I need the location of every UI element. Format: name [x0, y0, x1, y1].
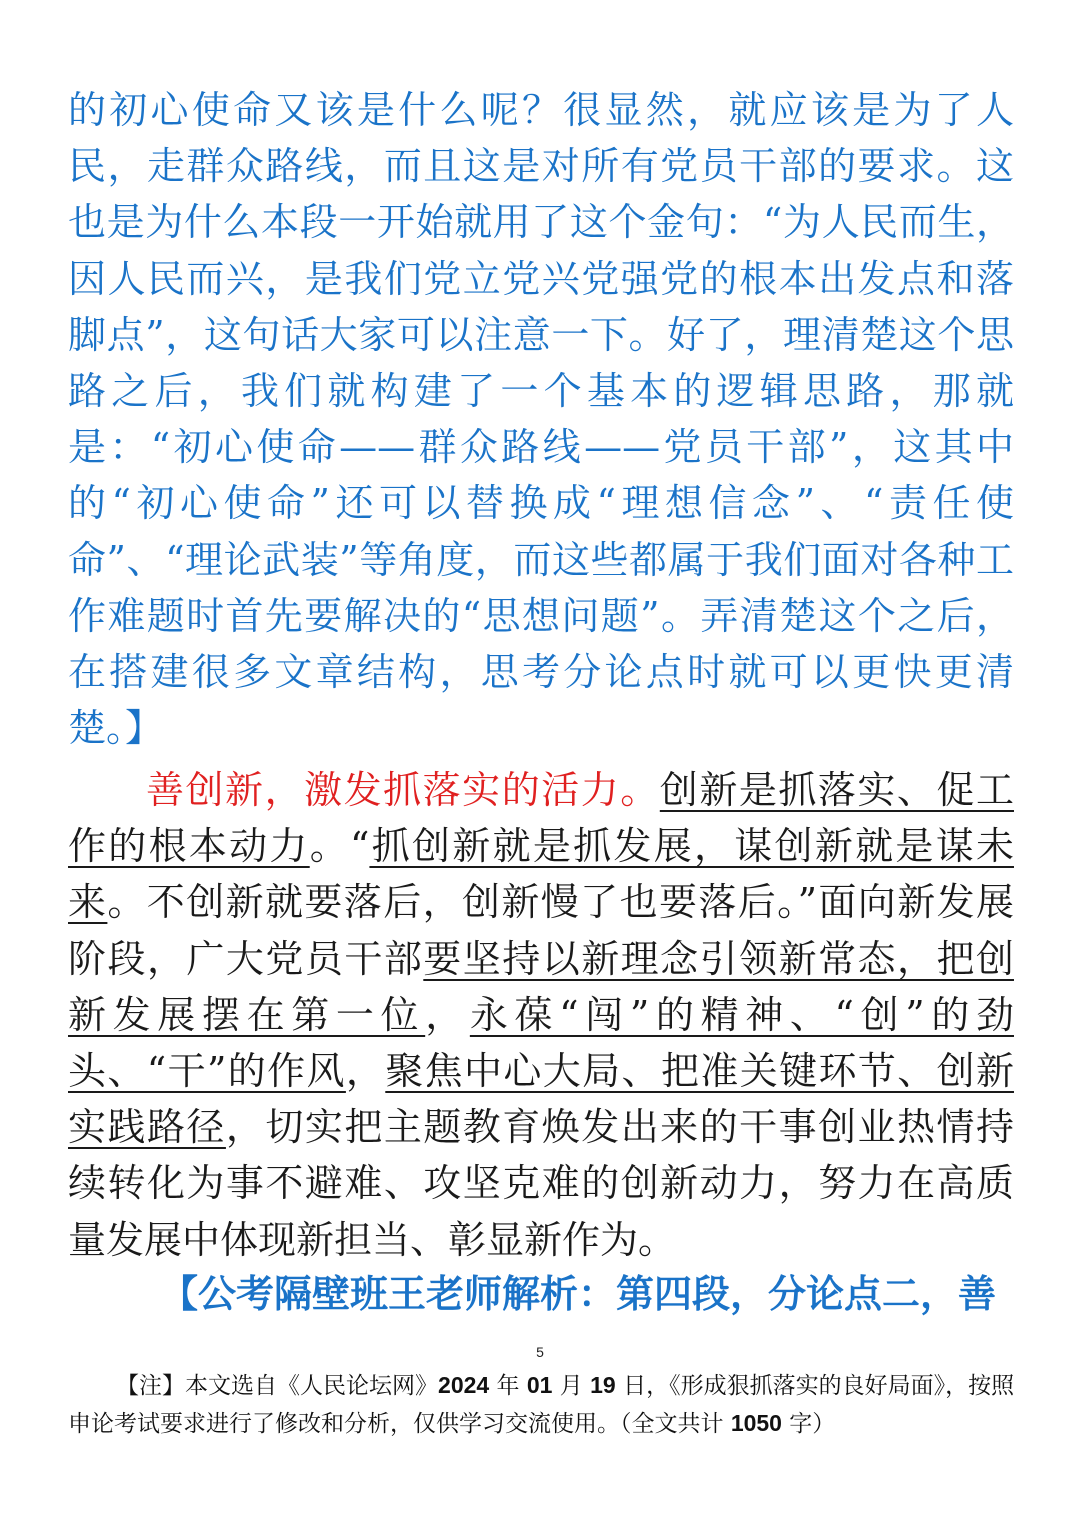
underlined-phrase: 永葆“闯”的精神、“创”的劲头、“干”的作风 — [68, 992, 1014, 1094]
analysis-paragraph: 的初心使命又该是什么呢？很显然，就应该是为了人民，走群众路线，而且这是对所有党员干部的要求。这也是为什么本段一开始就用了这个金句：“为人民而生，因人民而兴，是我们党立党兴党强党的根本出发点和落脚点”，这句话大家可以注意一下。好了，理清楚这个思路之后，我们就构建了一个基本的逻辑思路，那就是：“初心使命——群众路线——党员干部”，这其中的“初心使命”还可以替换成“理想信念”、“责任使命”、“理论武装”等角度，而这些都属于我们面对各种工作难题时首先要解决的“思想问题”。弄清楚这个之后，在搭建很多文章结构，思考分论点时就可以更快更清楚。】 — [68, 88, 1014, 751]
footnote-text: 年 — [496, 1373, 520, 1399]
underlined-phrase: 聚焦中心大局、把准关键环节、创新实践路径 — [68, 1049, 1014, 1150]
footnote-text: 字） — [789, 1411, 836, 1437]
footnote-text: 月 — [559, 1373, 583, 1399]
footnote-text: 【注】本文选自《人民论坛网》 — [116, 1373, 439, 1399]
footnote-year: 2024 — [438, 1372, 490, 1398]
footnote-day: 19 — [590, 1372, 616, 1398]
underlined-phrase: 要坚持以新理念引领新常态，把创新发展摆在第一位 — [68, 936, 1014, 1037]
section-heading: 善创新，激发抓落实的活力。 — [146, 768, 660, 812]
body-text: 。“ — [309, 824, 370, 869]
footnote-month: 01 — [526, 1372, 553, 1398]
body-text: ，切实把主题教育焕发出来的干事创业热情持续转化为事不避难、攻坚克难的创新动力，努力在高质量发展中体现新担当、彰显新作为。 — [68, 1105, 1014, 1262]
underlined-phrase: 抓创新就是抓发展，谋创新就是谋未来 — [68, 824, 1014, 925]
body-text: ， — [345, 1049, 386, 1094]
analysis-heading: 【公考隔壁班王老师解析：第四段，分论点二，善 — [160, 1271, 997, 1316]
page-number: 5 — [536, 1344, 544, 1360]
body-text: 。不创新就要落后，创新慢了也要落后。”面向新发展阶段，广大党员干部 — [68, 880, 1014, 981]
underlined-phrase: 创新是抓落实、促工作的根本动力 — [68, 768, 1014, 869]
body-text: ， — [425, 992, 470, 1037]
footnote-word-count: 1050 — [730, 1410, 782, 1436]
footnote — [68, 1367, 1014, 1443]
body-paragraph — [68, 762, 1014, 1268]
footnote-text: 日，《形成狠抓落实的良好局面》，按照申论考试要求进行了修改和分析，仅供学习交流使用。（全文共计 — [68, 1373, 1015, 1437]
